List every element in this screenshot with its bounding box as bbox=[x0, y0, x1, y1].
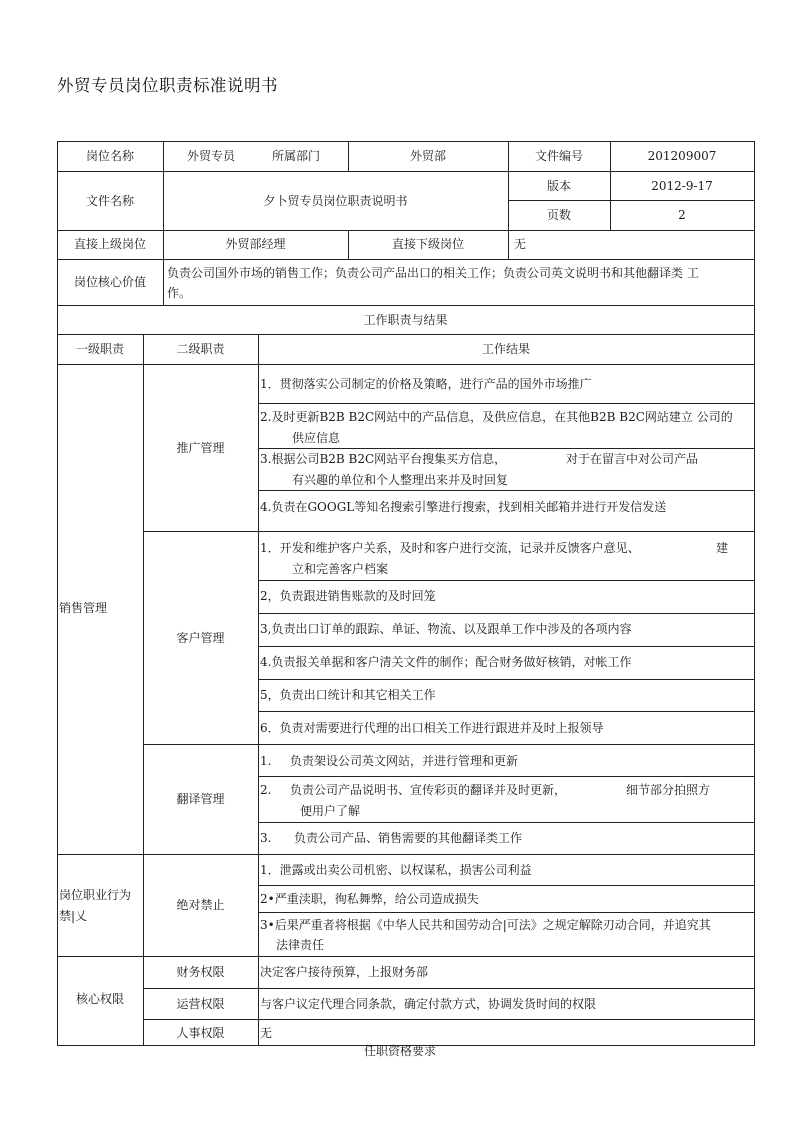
hr-authority-value: 无 bbox=[260, 1026, 273, 1040]
document-title: 外贸专员岗位职责标准说明书 bbox=[57, 76, 278, 95]
result-row: 3.根据公司B2B B2C网站平台搜集买方信息， bbox=[260, 452, 507, 466]
col-secondary-duty: 二级职责 bbox=[176, 342, 225, 356]
authority-primary: 核心权限 bbox=[75, 992, 124, 1006]
doc-number-label: 文件编号 bbox=[534, 149, 583, 163]
core-value-line1: 负责公司国外市场的销售工作；负责公司产品出口的相关工作；负责公司英文说明书和其他翻译类 工 bbox=[167, 266, 699, 280]
operation-authority-label: 运营权限 bbox=[176, 997, 225, 1011]
conduct-primary-line1: 岗位职业行为 bbox=[59, 888, 132, 902]
result-row-tail: 细节部分拍照方 bbox=[626, 783, 711, 797]
result-row: 负责公司产品说明书、宣传彩页的翻译并及时更新， bbox=[290, 783, 567, 797]
result-row: 负责公司产品、销售需要的其他翻译类工作 bbox=[294, 831, 523, 845]
result-row: 3,负责出口订单的跟踪、单证、物流、以及跟单工作中涉及的各项内容 bbox=[260, 622, 632, 636]
version-label: 版本 bbox=[546, 179, 571, 193]
result-row-cont: 立和完善客户档案 bbox=[292, 562, 389, 576]
subordinate-label: 直接下级岗位 bbox=[391, 237, 464, 251]
result-row-cont: 有兴趣的单位和个人整理出来并及时回复 bbox=[292, 473, 509, 487]
superior-value: 外贸部经理 bbox=[225, 237, 286, 251]
superior-label: 直接上级岗位 bbox=[73, 237, 146, 251]
col-primary-duty: 一级职责 bbox=[75, 342, 124, 356]
core-value-line2: 作。 bbox=[167, 286, 192, 300]
result-row: 6．负责对需要进行代理的出口相关工作进行跟进并及时上报领导 bbox=[260, 721, 604, 735]
result-row: 4.负责在GOOGL等知名搜索引擎进行搜索，找到相关邮箱并进行开发信发送 bbox=[260, 500, 667, 514]
result-row-cont: 法律责任 bbox=[276, 938, 325, 952]
result-row: 负责架设公司英文网站，并进行管理和更新 bbox=[290, 754, 519, 768]
finance-authority-value: 决定客户接待预算，上报财务部 bbox=[260, 965, 429, 979]
result-row: 4.负责报关单据和客户清关文件的制作；配合财务做好核销，对帐工作 bbox=[260, 655, 632, 669]
duties-section-title: 工作职责与结果 bbox=[363, 313, 448, 327]
secondary-duty-translation: 翻译管理 bbox=[176, 792, 225, 806]
result-row-cont: 供应信息 bbox=[292, 431, 341, 445]
col-work-result: 工作结果 bbox=[481, 342, 530, 356]
conduct-secondary: 绝对禁止 bbox=[176, 898, 225, 912]
operation-authority-value: 与客户议定代理合同条款，确定付款方式，协调发货时间的权限 bbox=[260, 997, 597, 1011]
version-value: 2012-9-17 bbox=[651, 179, 713, 193]
pages-label: 页数 bbox=[546, 208, 571, 222]
doc-number-value: 201209007 bbox=[647, 149, 717, 163]
result-row: 1．贯彻落实公司制定的价格及策略，进行产品的国外市场推广 bbox=[260, 377, 592, 391]
result-row: 3•后果严重者将根据《中华人民共和国劳动合|可法》之规定解除刃动合同，并追究其 bbox=[260, 918, 711, 932]
result-row-num: 2. bbox=[260, 783, 272, 797]
secondary-duty-promotion: 推广管理 bbox=[176, 441, 225, 455]
subordinate-value: 无 bbox=[514, 237, 527, 251]
result-row-cont: 便用户了解 bbox=[300, 804, 361, 818]
post-name-label: 岗位名称 bbox=[85, 149, 134, 163]
result-row: 2•严重渎职，徇私舞弊，给公司造成损失 bbox=[260, 892, 479, 906]
post-name-value: 外贸专员 bbox=[187, 149, 236, 163]
result-row: 1．开发和维护客户关系，及时和客户进行交流，记录并反馈客户意见、 bbox=[260, 541, 640, 555]
primary-duty-sales: 销售管理 bbox=[59, 601, 108, 615]
department-label: 所属部门 bbox=[272, 149, 321, 163]
department-value: 外贸部 bbox=[409, 149, 446, 163]
conduct-primary-line2: 禁|乂 bbox=[59, 909, 88, 923]
secondary-duty-customer: 客户管理 bbox=[176, 631, 225, 645]
finance-authority-label: 财务权限 bbox=[176, 965, 225, 979]
hr-authority-label: 人事权限 bbox=[176, 1026, 225, 1040]
result-row: 1．泄露或出卖公司机密、以权谋私，损害公司利益 bbox=[260, 863, 532, 877]
result-row-num: 3. bbox=[260, 831, 272, 845]
result-row: 2.及时更新B2B B2C网站中的产品信息，及供应信息，在其他B2B B2C网站建立 公司的 bbox=[260, 410, 733, 424]
result-row-tail: 建 bbox=[716, 541, 729, 555]
core-value-label: 岗位核心价值 bbox=[73, 275, 146, 289]
result-row: 5，负责出口统计和其它相关工作 bbox=[260, 688, 436, 702]
result-row-tail: 对于在留言中对公司产品 bbox=[566, 452, 699, 466]
doc-name-label: 文件名称 bbox=[85, 194, 134, 208]
result-row: 2，负责跟进销售账款的及时回笼 bbox=[260, 589, 436, 603]
doc-name-value: 夕卜贸专员岗位职责说明书 bbox=[263, 194, 408, 208]
qualification-heading: 任职资格要求 bbox=[363, 1044, 436, 1058]
result-row-num: 1. bbox=[260, 754, 272, 768]
pages-value: 2 bbox=[678, 208, 686, 222]
